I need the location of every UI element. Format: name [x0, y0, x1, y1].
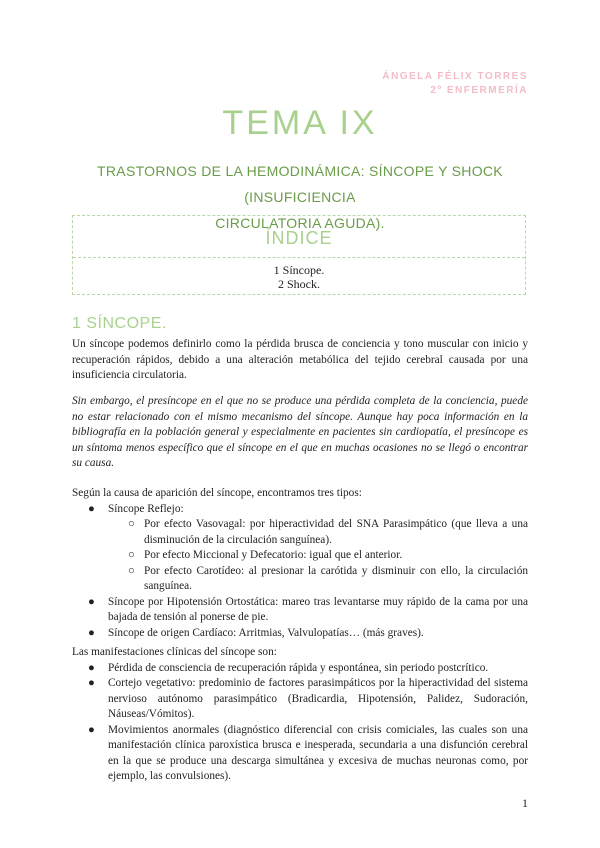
list-item: ● Pérdida de consciencia de recuperación rápida y espontánea, sin periodo postcrítico.	[72, 661, 528, 677]
bullet-icon: ●	[88, 661, 95, 674]
circle-bullet-icon: ○	[128, 549, 135, 561]
index-item[interactable]: 1 Síncope.	[273, 263, 325, 277]
types-section	[72, 486, 528, 641]
index-title: ÍNDICE	[73, 216, 525, 258]
presincope-paragraph: Sin embargo, el presíncope en el que no se produce una pérdida completa de la conciencia, puede no estar relacionado con el mismo mecanismo del síncope. Aunque hay poca información en la bibliografía en la población general y especialmente en pacientes sin cardiopatía, el presíncope es un síntoma menos específico que el síncope en el que en muchas ocasiones no se llegó o encontrar su causa.	[72, 395, 528, 469]
sub-list-item: ○ Por efecto Carotídeo: al presionar la carótida y disminuir con ello, la circulación sanguínea.	[128, 564, 528, 592]
bullet-icon: ●	[88, 595, 95, 608]
bullet-icon: ●	[88, 502, 95, 515]
index-box	[72, 215, 526, 295]
bullet-icon: ●	[88, 626, 95, 639]
list-item: ● Síncope por Hipotensión Ortostática: mareo tras levantarse muy rápido de la cama por una bajada de tensión al ponerse de pie.	[88, 595, 528, 623]
theme-title: TEMA IX	[222, 104, 378, 142]
types-intro: Según la causa de aparición del síncope, encontramos tres tipos:	[72, 487, 362, 499]
section-title: 1 SÍNCOPE.	[72, 315, 167, 332]
types-list	[72, 502, 528, 642]
circle-bullet-icon: ○	[128, 564, 135, 577]
page-number: 1	[522, 796, 528, 810]
sub-list	[108, 517, 528, 595]
intro-paragraph: Un síncope podemos definirlo como la pérdida brusca de conciencia y tono muscular con inicio y recuperación rápidos, debido a una alteración metabólica del tejido cerebral causada por una insuficiencia circulatoria.	[72, 338, 528, 381]
bullet-icon: ●	[88, 723, 95, 736]
index-list	[73, 258, 525, 291]
manifestations-intro: Las manifestaciones clínicas del síncope son:	[72, 646, 277, 658]
sub-list-item: ○ Por efecto Vasovagal: por hiperactividad del SNA Parasimpático (que lleva a una disminución de la circulación sanguínea).	[128, 518, 528, 546]
list-item: ● Movimientos anormales (diagnóstico diferencial con crisis comiciales, las cuales son una manifestación clínica paroxística brusca e inesperada, secundaria a una disfunción cerebral en la que se produce una descarga simultánea y excesiva de muchas neuronas como, por ejemplo, las convulsiones).	[88, 723, 528, 782]
bullet-icon: ●	[88, 677, 95, 689]
author-name: ÁNGELA FÉLIX TORRES	[382, 71, 528, 82]
circle-bullet-icon: ○	[128, 518, 135, 530]
author-course: 2º ENFERMERÍA	[430, 85, 528, 96]
index-item[interactable]: 2 Shock.	[278, 277, 320, 291]
manifestations-section	[72, 645, 528, 785]
subtitle-line-1: TRASTORNOS DE LA HEMODINÁMICA: SÍNCOPE Y SHOCK (INSUFICIENCIA	[97, 163, 503, 205]
list-item: ● Síncope de origen Cardíaco: Arritmias, Valvulopatías… (más graves).	[72, 626, 528, 642]
author-block	[382, 70, 528, 98]
sub-list-item: ○ Por efecto Miccional y Defecatorio: igual que el anterior.	[72, 548, 528, 564]
manifestations-list	[72, 661, 528, 785]
subtitle-line-2: CIRCULATORIA AGUDA).	[215, 215, 385, 231]
list-item: ● Síncope Reflejo: ○ Por efecto Vasovagal: por hiperactividad del SNA Parasimpático (que lleva a una disminución de la circulación sanguínea). ○ Por efecto Miccional y Defecatorio: igual que el anterior. ○ Por efecto Carotídeo: al presionar la carótida y disminuir con ello, la circulación sanguínea.	[72, 502, 528, 595]
list-item: ● Cortejo vegetativo: predominio de factores parasimpáticos por la hiperactividad del sistema nervioso autónomo parasimpático (Bradicardia, Hipotensión, Palidez, Sudoración, Náuseas/Vómitos).	[88, 677, 528, 720]
